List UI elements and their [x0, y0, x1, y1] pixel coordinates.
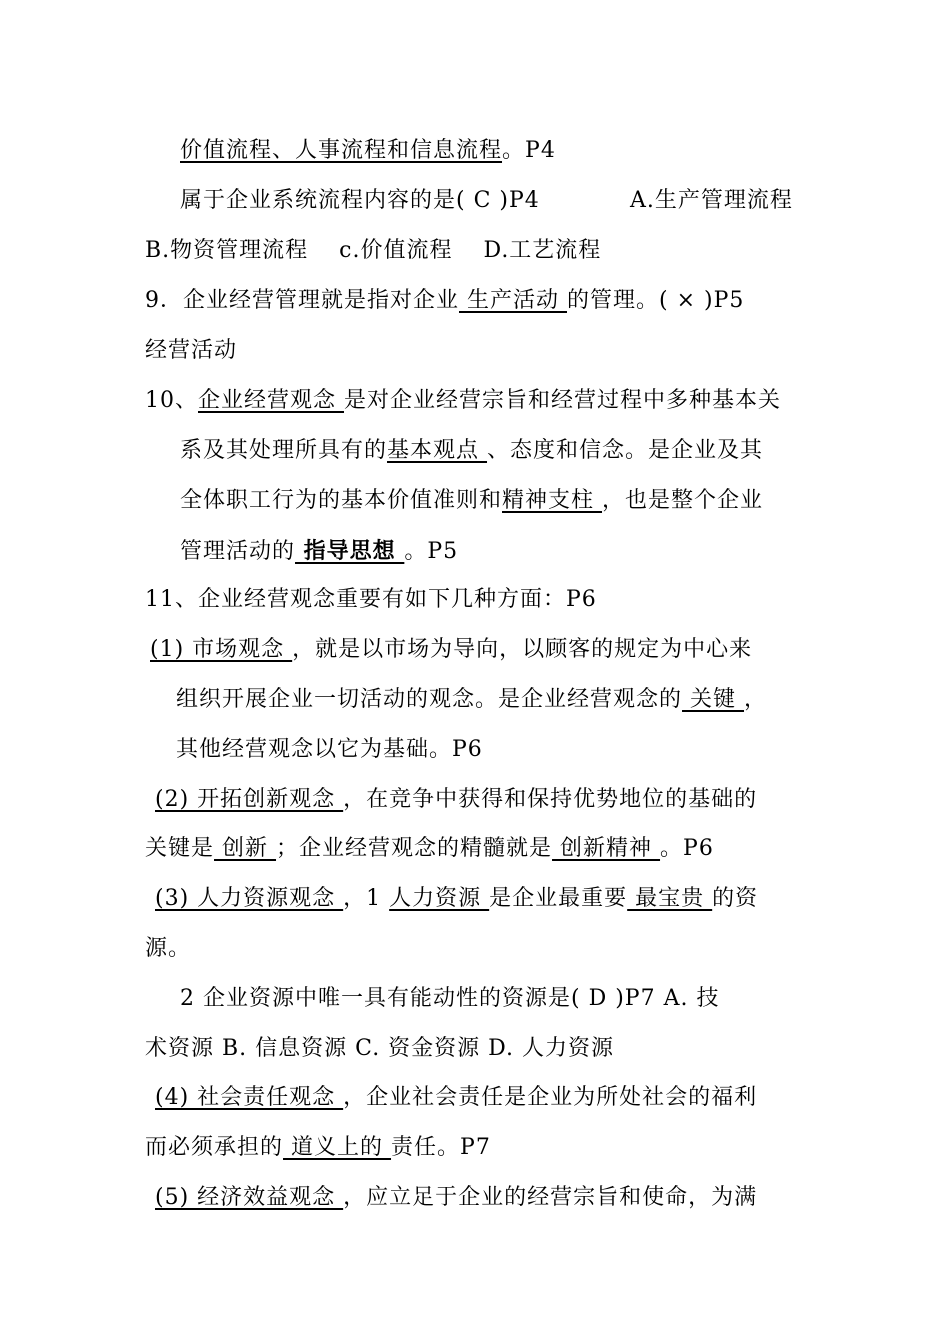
line-17: 源。	[145, 936, 192, 961]
line-22: (5) 经济效益观念 ，应立足于企业的经营宗旨和使命，为满	[155, 1185, 758, 1210]
line-21: 而必须承担的 道义上的 责任。P7	[145, 1135, 491, 1160]
line-5: 经营活动	[145, 338, 238, 363]
line-10: 11、企业经营观念重要有如下几种方面：P6	[145, 587, 597, 612]
line-2: 属于企业系统流程内容的是( C )P4	[180, 188, 540, 213]
line-18: 2 企业资源中唯一具有能动性的资源是( D )P7 A. 技	[180, 986, 720, 1011]
underlined-term: 价值流程、人事流程和信息流程	[180, 138, 503, 163]
line-6: 10、企业经营观念 是对企业经营宗旨和经营过程中多种基本关	[145, 388, 782, 413]
line-9: 管理活动的 指导思想 。P5	[180, 538, 459, 564]
line-4: 9．企业经营管理就是指对企业 生产活动 的管理。( × )P5	[145, 288, 745, 313]
line-12: 组织开展企业一切活动的观念。是企业经营观念的 关键 ，	[176, 687, 768, 712]
line-15: 关键是 创新 ；企业经营观念的精髓就是 创新精神 。P6	[145, 836, 714, 861]
line-11: (1) 市场观念 ，就是以市场为导向，以顾客的规定为中心来	[150, 637, 753, 662]
line-20: (4) 社会责任观念 ，企业社会责任是企业为所处社会的福利	[155, 1085, 758, 1110]
line-1: 价值流程、人事流程和信息流程。P4	[180, 138, 556, 163]
line-7: 系及其处理所具有的基本观点 、态度和信念。是企业及其	[180, 438, 764, 463]
line-2-option-a: A.生产管理流程	[630, 188, 793, 213]
line-19: 术资源 B. 信息资源 C. 资金资源 D. 人力资源	[145, 1036, 615, 1061]
line-8: 全体职工行为的基本价值准则和精神支柱 ，也是整个企业	[180, 488, 764, 513]
line-14: (2) 开拓创新观念 ，在竞争中获得和保持优势地位的基础的	[155, 787, 758, 812]
line-16: (3) 人力资源观念 ，1 人力资源 是企业最重要 最宝贵 的资	[155, 886, 759, 911]
line-3: B.物资管理流程 c.价值流程 D.工艺流程	[145, 238, 602, 263]
line-13: 其他经营观念以它为基础。P6	[176, 737, 483, 762]
